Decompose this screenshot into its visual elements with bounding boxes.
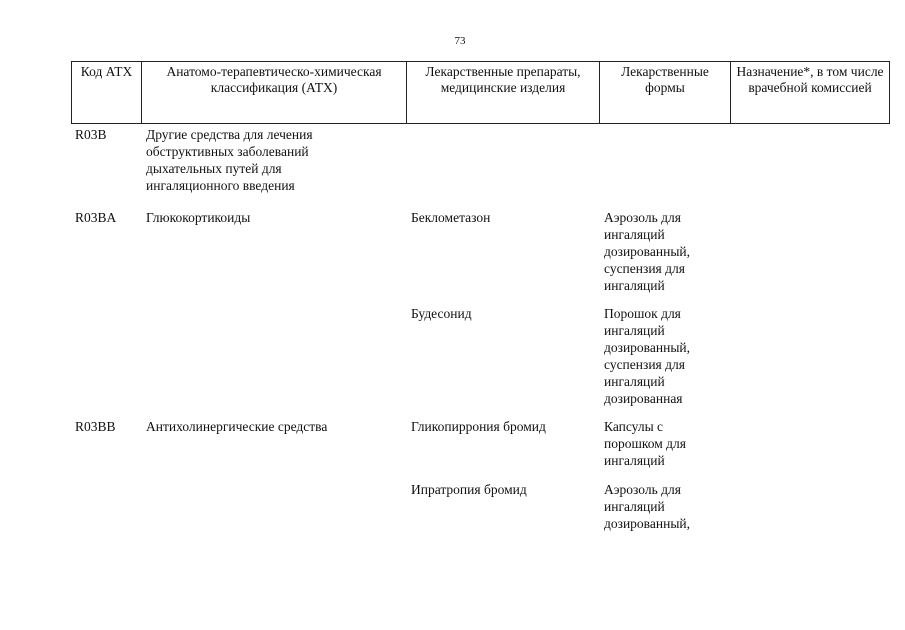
cell-form: Аэрозоль для ингаляций дозированный, суспензия для ингаляций: [604, 210, 690, 293]
cell-code: [71, 305, 141, 418]
table-row: [71, 209, 829, 305]
cell-drug: Гликопиррония бромид: [411, 419, 546, 434]
cell-class: [141, 305, 406, 418]
cell-class: [141, 481, 406, 532]
cell-code: R03BA: [75, 210, 117, 225]
table-row: [71, 481, 829, 532]
cell-purpose: [709, 481, 829, 532]
table-row: [71, 418, 829, 481]
page-number: 73: [454, 35, 466, 47]
cell-purpose: [709, 126, 829, 209]
header-dosage-forms: Лекарственные формы: [600, 62, 731, 124]
cell-class: Антихолинергические средства: [146, 419, 328, 434]
cell-purpose: [709, 418, 829, 481]
table-row: [71, 126, 829, 209]
cell-drug: Будесонид: [411, 306, 472, 321]
cell-code: R03B: [75, 127, 107, 142]
table-header: [71, 61, 890, 124]
cell-purpose: [709, 305, 829, 418]
cell-class: Другие средства для лечения обструктивных заболеваний дыхательных путей для ингаляционного введения: [146, 127, 313, 193]
table-body: [71, 126, 829, 532]
cell-code: R03BB: [75, 419, 116, 434]
cell-form: Капсулы с порошком для ингаляций: [604, 419, 686, 468]
cell-class: Глюкокортикоиды: [146, 210, 251, 225]
header-code: Код АТХ: [72, 62, 142, 124]
header-drugs: Лекарственные препараты, медицинские изделия: [407, 62, 600, 124]
table-row: [71, 305, 829, 418]
cell-purpose: [709, 209, 829, 305]
cell-drug: [406, 126, 599, 209]
header-atc-classification: Анатомо-терапевтическо-химическая классификация (АТХ): [142, 62, 407, 124]
cell-form: Порошок для ингаляций дозированный, суспензия для ингаляций дозированная: [604, 306, 690, 406]
cell-drug: Беклометазон: [411, 210, 491, 225]
cell-form: Аэрозоль для ингаляций дозированный,: [604, 482, 690, 531]
cell-code: [71, 481, 141, 532]
cell-form: [599, 126, 709, 209]
header-purpose: Назначение*, в том числе врачебной комиссией: [731, 62, 890, 124]
cell-drug: Ипратропия бромид: [411, 482, 527, 497]
